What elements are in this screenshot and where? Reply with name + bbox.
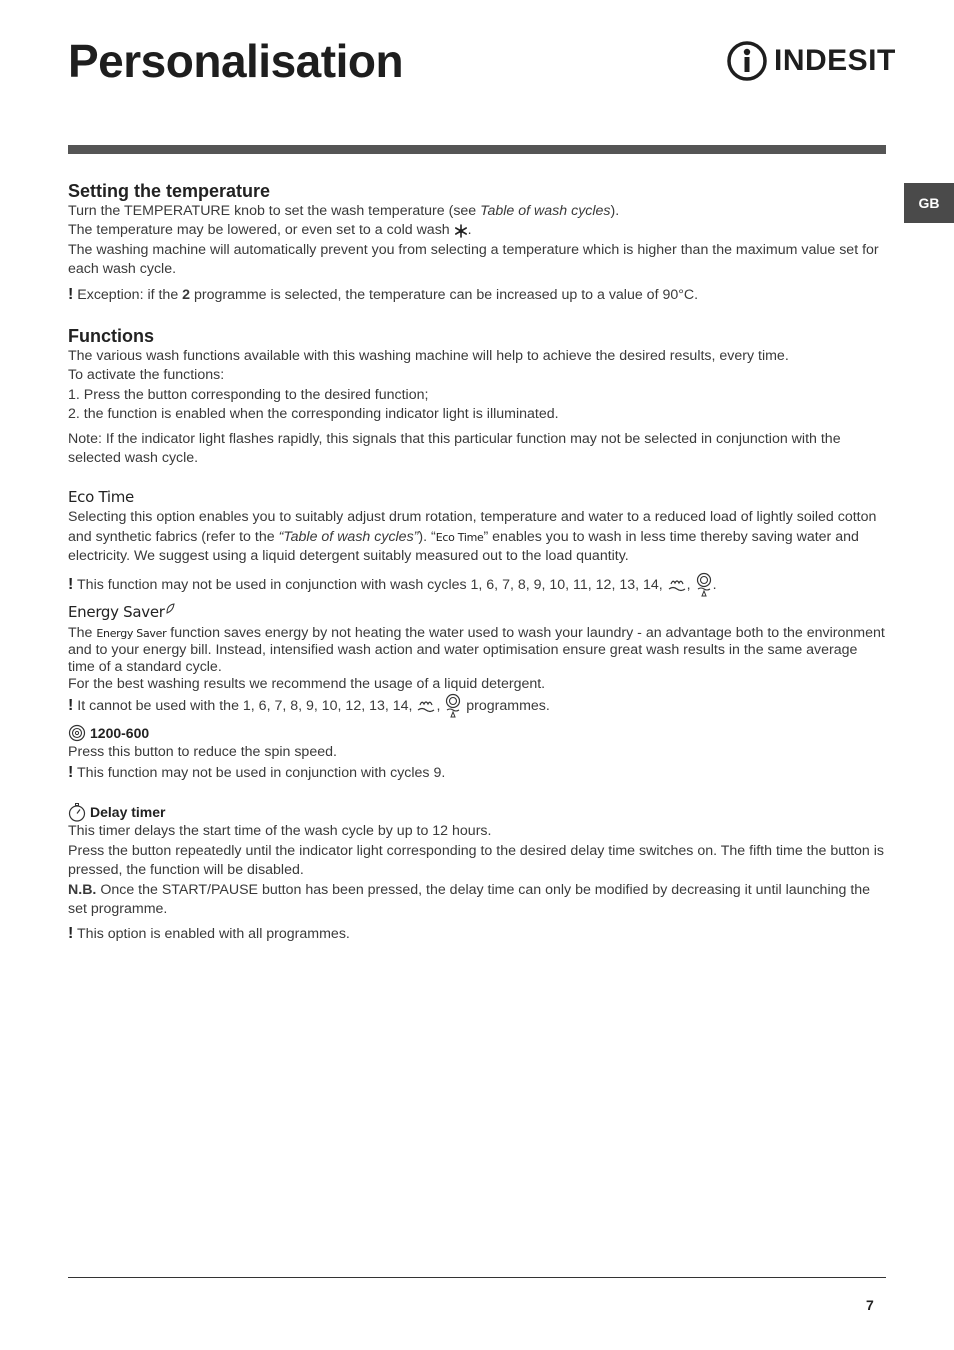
functions-activate: To activate the functions:: [68, 367, 225, 384]
brand-logo: [726, 40, 896, 82]
wool-cycle-icon: [667, 577, 687, 593]
energysaver-label: Energy Saver: [68, 603, 886, 625]
brand-name: INDESIT: [774, 44, 896, 77]
snowflake-icon: [454, 224, 468, 238]
ecotime-warning: ! This function may not be used in conjunction with wash cycles 1, 6, 7, 8, 9, 10, 11, 12, 13, 14, , .: [68, 572, 886, 598]
energysaver-body: The Energy Saver function saves energy by not heating the water used to wash your laundry - an advantage both to the environment and to your energy bill. Instead, intensified wash action and water optimisation ensure great wash results in the same average time of a standard cycle.: [68, 624, 885, 675]
spin-body: Press this button to reduce the spin speed.: [68, 744, 337, 761]
header-divider: [68, 145, 886, 154]
stopwatch-icon: [68, 803, 86, 822]
spin-icon: [68, 724, 86, 742]
delay-body2: Press the button repeatedly until the indicator light corresponding to the desired delay time switches on. The fifth time the button is pressed, the function will be disabled.: [68, 842, 884, 879]
main-content: [68, 180, 886, 945]
delay-body1: This timer delays the start time of the wash cycle by up to 12 hours.: [68, 823, 492, 840]
energysaver-warning: ! It cannot be used with the 1, 6, 7, 8, 9, 10, 12, 13, 14, , programmes.: [68, 693, 886, 719]
section-heading-functions: Functions: [68, 326, 154, 347]
wool-cycle-icon: [416, 698, 436, 714]
ecotime-body: Selecting this option enables you to suitably adjust drum rotation, temperature and water to a reduced load of lightly soiled cotton and synthetic fabrics (refer to the “Table of wash cycles”). “Eco Time” enables you to wash in less time thereby saving water and electricity. We suggest using a liquid detergent suitably measured out to the load quantity.: [68, 509, 877, 565]
spin-drain-icon: [695, 572, 713, 598]
indesit-logo-icon: [726, 40, 768, 82]
temperature-line2: The temperature may be lowered, or even set to a cold wash .: [68, 222, 472, 239]
functions-step2: 2. the function is enabled when the corresponding indicator light is illuminated.: [68, 406, 559, 423]
functions-intro: The various wash functions available with this washing machine will help to achieve the desired results, every time.: [68, 348, 789, 365]
temperature-line3: The washing machine will automatically prevent you from selecting a temperature which is higher than the maximum value set for each wash cycle.: [68, 241, 879, 278]
page-title: Personalisation: [68, 35, 404, 87]
functions-note: Note: If the indicator light flashes rapidly, this signals that this particular function may not be selected in conjunction with the selected wash cycle.: [68, 430, 841, 467]
temperature-line1: Turn the TEMPERATURE knob to set the wash temperature (see Table of wash cycles).: [68, 203, 620, 219]
section-heading-temperature: Setting the temperature: [68, 181, 271, 201]
functions-step1: 1. Press the button corresponding to the desired function;: [68, 386, 429, 403]
spin-warning: ! This function may not be used in conjunction with cycles 9.: [68, 763, 446, 781]
language-tab: GB: [904, 183, 954, 223]
delay-nb: N.B. Once the START/PAUSE button has been pressed, the delay time can only be modified by decreasing it until launching the set programme.: [68, 881, 871, 917]
delay-heading: Delay timer: [68, 803, 886, 822]
spin-drain-icon: [444, 693, 462, 719]
energysaver-body2: For the best washing results we recommend the usage of a liquid detergent.: [68, 675, 546, 692]
temperature-exception: ! Exception: if the 2 programme is selected, the temperature can be increased up to a value of 90°C.: [68, 285, 699, 303]
delay-warning: ! This option is enabled with all programmes.: [68, 925, 350, 943]
spin-heading: 1200-600: [68, 724, 886, 743]
ecotime-label: Eco Time: [68, 488, 134, 507]
footer-divider: [68, 1277, 886, 1278]
leaf-icon: [165, 603, 175, 615]
page-number: 7: [866, 1297, 874, 1313]
